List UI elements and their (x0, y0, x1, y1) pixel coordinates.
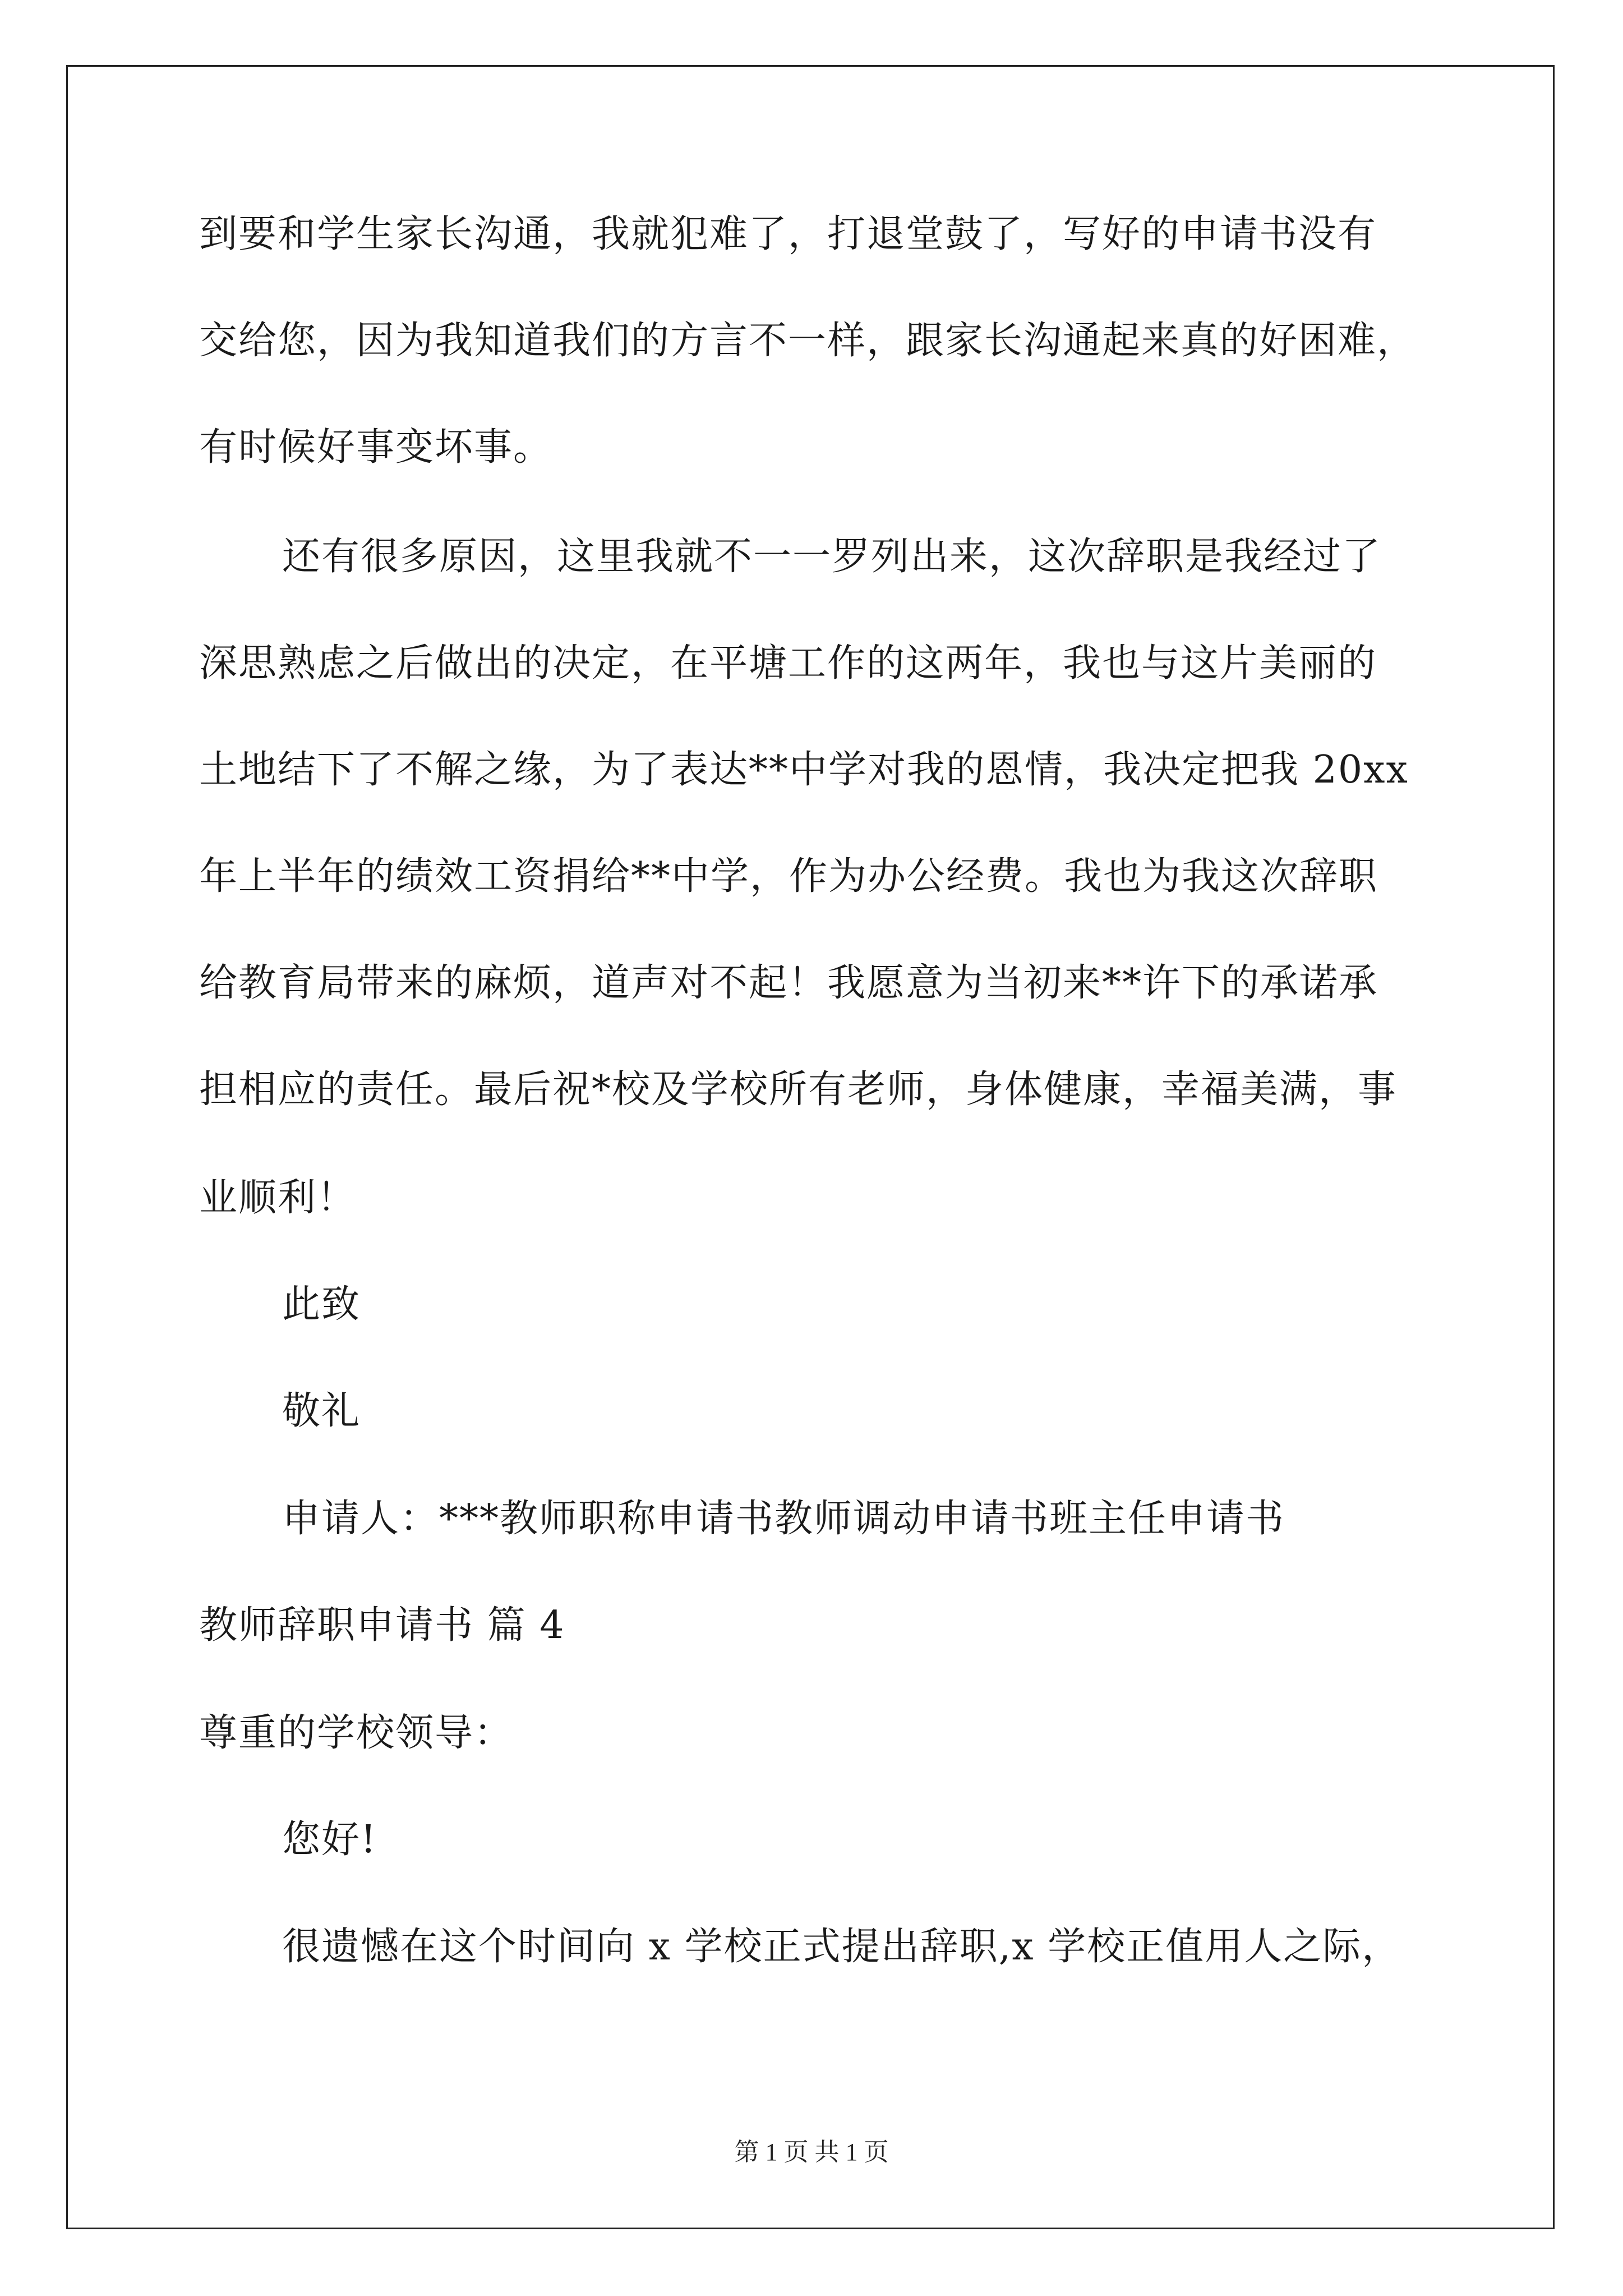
text-line: 土地结下了不解之缘，为了表达**中学对我的恩情，我决定把我 20xx (199, 748, 1409, 792)
page-number: 第 1 页 共 1 页 (734, 2138, 889, 2166)
text-line: 担相应的责任。最后祝*校及学校所有老师，身体健康，幸福美满，事 (199, 1068, 1398, 1112)
text-line: 有时候好事变坏事。 (199, 425, 553, 470)
text-line: 给教育局带来的麻烦，道声对不起！我愿意为当初来**许下的承诺承 (199, 961, 1378, 1005)
section-heading: 教师辞职申请书 篇 4 (199, 1603, 565, 1648)
applicant-line: 申请人：***教师职称申请书教师调动申请书班主任申请书 (282, 1497, 1285, 1541)
page-border (66, 65, 1555, 2229)
paragraph-start-line: 还有很多原因，这里我就不一一罗列出来，这次辞职是我经过了 (282, 535, 1382, 579)
text-line: 年上半年的绩效工资捐给**中学，作为办公经费。我也为我这次辞职 (199, 854, 1378, 899)
greeting-line: 尊重的学校领导： (199, 1711, 514, 1755)
greeting-line: 您好! (282, 1818, 377, 1862)
text-line: 交给您，因为我知道我们的方言不一样，跟家长沟通起来真的好困难， (199, 319, 1417, 363)
text-line: 到要和学生家长沟通，我就犯难了，打退堂鼓了，写好的申请书没有 (199, 212, 1377, 256)
text-line: 深思熟虑之后做出的决定，在平塘工作的这两年，我也与这片美丽的 (199, 641, 1377, 685)
closing-line: 此致 (282, 1282, 361, 1327)
salutation-line: 敬礼 (282, 1389, 361, 1433)
text-line: 业顺利！ (199, 1176, 357, 1220)
paragraph-start-line: 很遗憾在这个时间向 x 学校正式提出辞职,x 学校正值用人之际， (282, 1925, 1401, 1969)
